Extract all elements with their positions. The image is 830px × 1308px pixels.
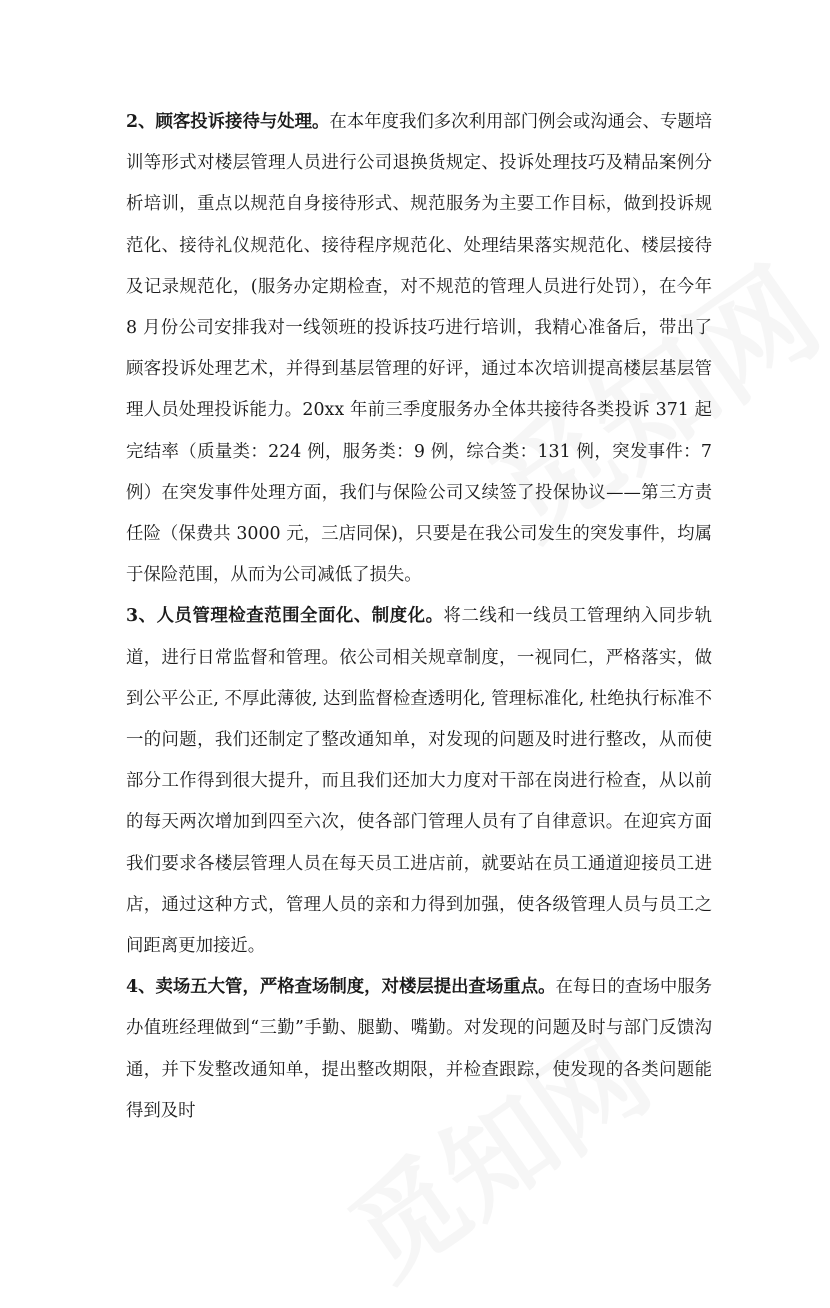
document-body (126, 102, 712, 1132)
paragraph-text: 在每日的查场中服务办值班经理做到“三勤”手勤、腿勤、嘴勤。对发现的问题及时与部门反馈沟通，并下发整改通知单，提出整改期限，并检查跟踪，使发现的各类问题能得到及时 (126, 977, 713, 1121)
paragraph-complaint-handling (126, 102, 712, 596)
paragraph-heading: 2、顾客投诉接待与处理。 (126, 112, 330, 132)
paragraph-staff-management (126, 596, 712, 967)
paragraph-floor-inspection (126, 967, 712, 1132)
paragraph-heading: 4、卖场五大管，严格查场制度，对楼层提出查场重点。 (126, 977, 556, 998)
paragraph-text: 在本年度我们多次利用部门例会或沟通会、专题培训等形式对楼层管理人员进行公司退换货规定、投诉处理技巧及精品案例分析培训，重点以规范自身接待形式、规范服务为主要工作目标，做到投诉规范化、接待礼仪规范化、接待程序规范化、处理结果落实规范化、楼层接待及记录规范化，(服务办定期检查，对不规范的管理人员进行处罚），在今年 8 月份公司安排我对一线领班的投诉技巧进行培训，我精心准备后，带出了顾客投诉处理艺术，并得到基层管理的好评，通过本次培训提高楼层基层管理人员处理投诉能力。20xx 年前三季度服务办全体共接待各类投诉 371 起完结率（质量类：224 例，服务类：9 例，综合类：131 例，突发事件：7 例）在突发事件处理方面，我们与保险公司又续签了投保协议——第三方责任险（保费共 3000 元，三店同保)，只要是在我公司发生的突发事件，均属于保险范围，从而为公司减低了损失。 (126, 112, 713, 586)
paragraph-text: 将二线和一线员工管理纳入同步轨道，进行日常监督和管理。依公司相关规章制度，一视同仁，严格落实，做到公平公正, 不厚此薄彼, 达到监督检查透明化, 管理标准化, 杜绝执行标准不一的问题，我们还制定了整改通知单，对发现的问题及时进行整改，从而使部分工作得到很大提升，而且我们还加大力度对干部在岗进行检查，从以前的每天两次增加到四至六次，使各部门管理人员有了自律意识。在迎宾方面我们要求各楼层管理人员在每天员工进店前，就要站在员工通道迎接员工进店，通过这种方式，管理人员的亲和力得到加强，使各级管理人员与员工之间距离更加接近。 (126, 606, 712, 957)
paragraph-heading: 3、人员管理检查范围全面化、制度化。 (126, 606, 444, 627)
